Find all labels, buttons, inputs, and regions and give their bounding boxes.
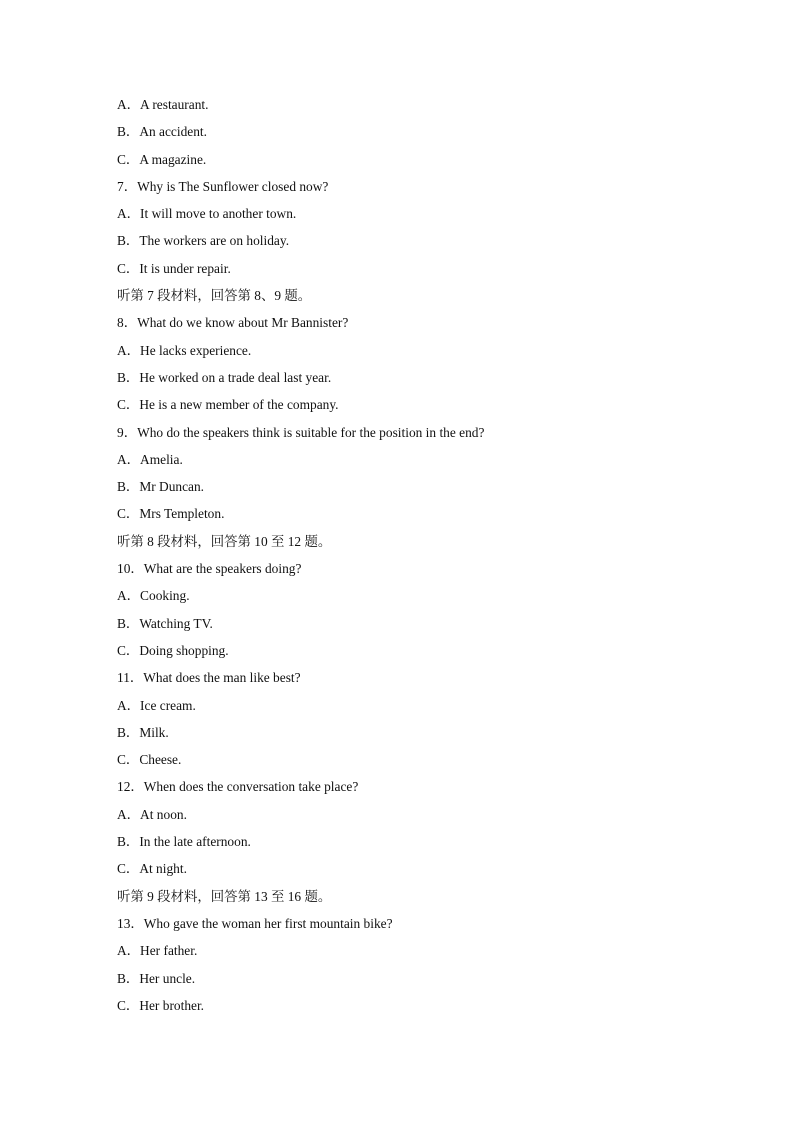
question-7: 7．Why is The Sunflower closed now? bbox=[117, 178, 329, 194]
option-a-q12: A．At noon. bbox=[117, 806, 187, 822]
question-13: 13．Who gave the woman her first mountain bike? bbox=[117, 915, 393, 931]
option-c-q8: C．He is a new member of the company. bbox=[117, 397, 339, 413]
option-b-q8: B．He worked on a trade deal last year. bbox=[117, 369, 332, 385]
option-b-q12: B．In the late afternoon. bbox=[117, 834, 251, 850]
section-instruction-8: 听第 8 段材料，回答第 10 至 12 题。 bbox=[117, 533, 332, 549]
option-c-q11: C．Cheese. bbox=[117, 752, 182, 768]
option-b-q7: B．The workers are on holiday. bbox=[117, 233, 290, 249]
document-page bbox=[117, 94, 757, 1022]
option-c-q7: C．It is under repair. bbox=[117, 260, 231, 276]
option-a-q13: A．Her father. bbox=[117, 943, 198, 959]
option-c-q9: C．Mrs Templeton. bbox=[117, 506, 225, 522]
question-8: 8．What do we know about Mr Bannister? bbox=[117, 315, 349, 331]
option-c-q10: C．Doing shopping. bbox=[117, 642, 229, 658]
question-11: 11．What does the man like best? bbox=[117, 670, 301, 686]
question-9: 9．Who do the speakers think is suitable for the position in the end? bbox=[117, 424, 485, 440]
option-a-q6: A．A restaurant. bbox=[117, 97, 209, 112]
option-c-q6: C．A magazine. bbox=[117, 151, 207, 167]
option-a-q7: A．It will move to another town. bbox=[117, 206, 297, 222]
option-c-q13: C．Her brother. bbox=[117, 997, 205, 1013]
section-instruction-9: 听第 9 段材料，回答第 13 至 16 题。 bbox=[117, 888, 332, 904]
section-instruction-7: 听第 7 段材料，回答第 8、9 题。 bbox=[117, 288, 312, 304]
option-a-q10: A．Cooking. bbox=[117, 588, 190, 604]
question-12: 12．When does the conversation take place? bbox=[117, 779, 359, 795]
question-10: 10．What are the speakers doing? bbox=[117, 561, 302, 577]
option-b-q10: B．Watching TV. bbox=[117, 615, 213, 631]
option-a-q9: A．Amelia. bbox=[117, 451, 183, 467]
option-a-q8: A．He lacks experience. bbox=[117, 342, 252, 358]
option-b-q13: B．Her uncle. bbox=[117, 970, 196, 986]
option-a-q11: A．Ice cream. bbox=[117, 697, 196, 713]
option-c-q12: C．At night. bbox=[117, 861, 187, 877]
option-b-q6: B．An accident. bbox=[117, 124, 207, 140]
option-b-q11: B．Milk. bbox=[117, 724, 169, 740]
option-b-q9: B．Mr Duncan. bbox=[117, 479, 205, 495]
